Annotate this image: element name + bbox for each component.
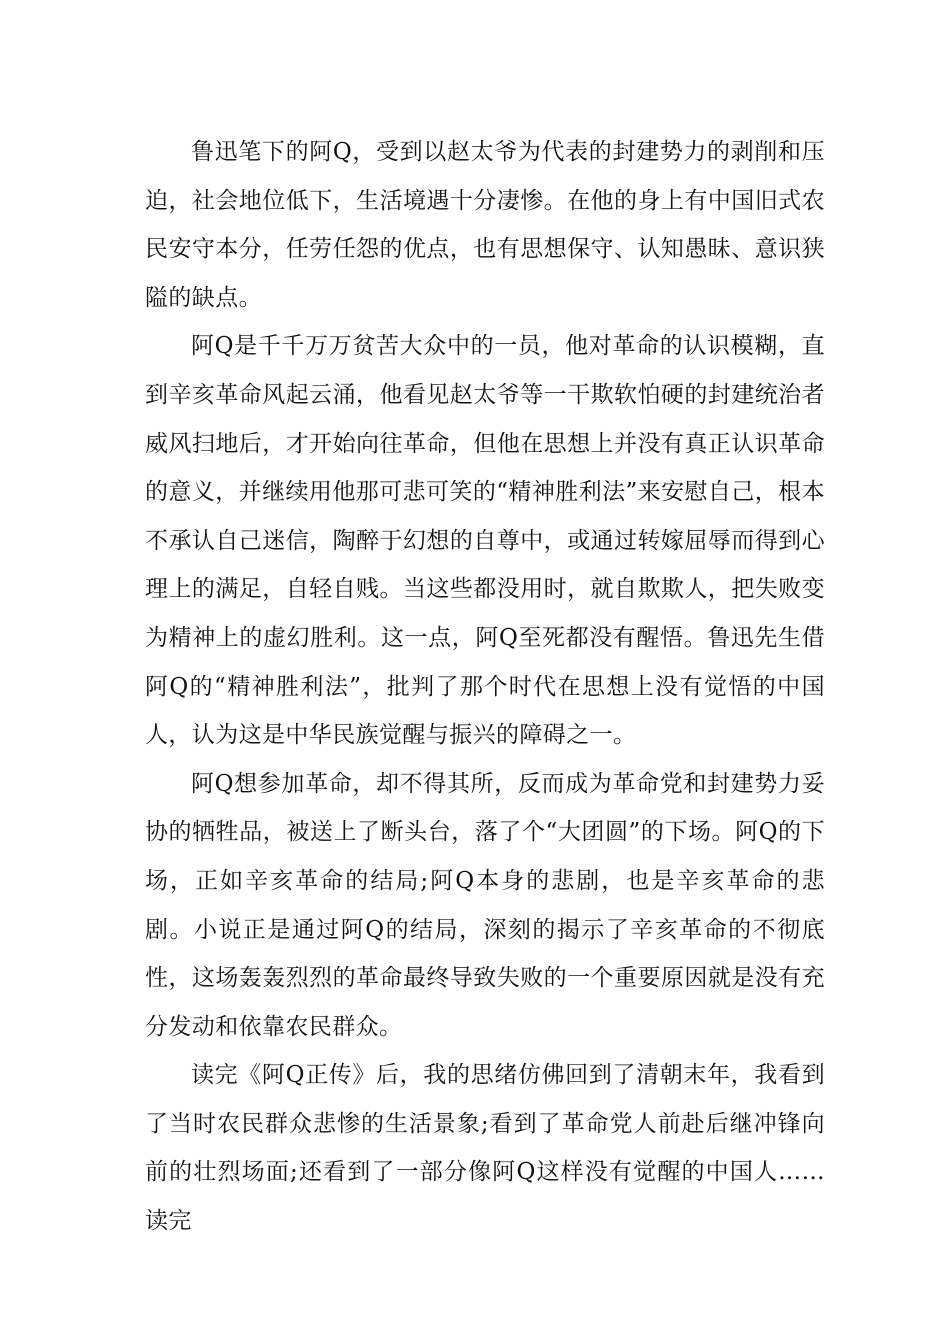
paragraph-1: 鲁迅笔下的阿Q，受到以赵太爷为代表的封建势力的剥削和压迫，社会地位低下，生活境遇十分凄惨。在他的身上有中国旧式农民安守本分，任劳任怨的优点，也有思想保守、认知愚昧、意识狭隘的缺点。	[145, 139, 825, 311]
paragraph-2: 阿Q是千千万万贫苦大众中的一员，他对革命的认识模糊，直到辛亥革命风起云涌，他看见赵太爷等一干欺软怕硬的封建统治者威风扫地后，才开始向往革命，但他在思想上并没有真正认识革命的意义，并继续用他那可悲可笑的“精神胜利法”来安慰自己，根本不承认自己迷信，陶醉于幻想的自尊中，或通过转嫁屈辱而得到心理上的满足，自轻自贱。当这些都没用时，就自欺欺人，把失败变为精神上的虚幻胜利。这一点，阿Q至死都没有醒悟。鲁迅先生借阿Q的“精神胜利法”，批判了那个时代在思想上没有觉悟的中国人，认为这是中华民族觉醒与振兴的障碍之一。	[145, 333, 825, 749]
paragraph-4: 读完《阿Q正传》后，我的思绪仿佛回到了清朝末年，我看到了当时农民群众悲惨的生活景象;看到了革命党人前赴后继冲锋向前的壮烈场面;还看到了一部分像阿Q这样没有觉醒的中国人……读完	[145, 1062, 825, 1235]
article-body	[145, 128, 825, 1246]
paragraph-3: 阿Q想参加革命，却不得其所，反而成为革命党和封建势力妥协的牺牲品，被送上了断头台，落了个“大团圆”的下场。阿Q的下场，正如辛亥革命的结局;阿Q本身的悲剧，也是辛亥革命的悲剧。小说正是通过阿Q的结局，深刻的揭示了辛亥革命的不彻底性，这场轰轰烈烈的革命最终导致失败的一个重要原因就是没有充分发动和依靠农民群众。	[145, 770, 825, 1040]
